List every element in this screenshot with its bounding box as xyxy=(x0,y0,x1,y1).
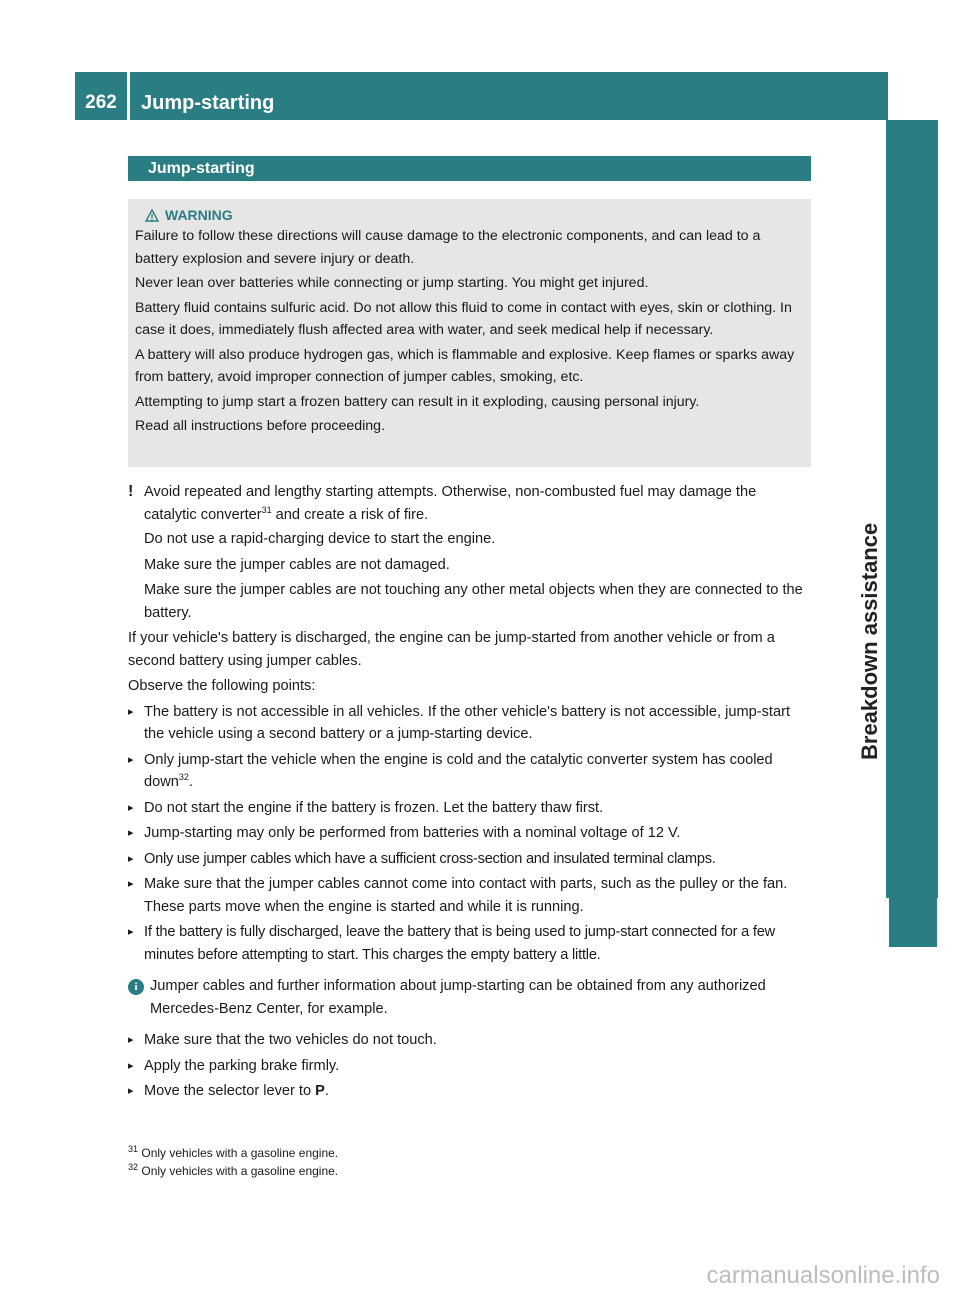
side-tab xyxy=(857,120,938,898)
arrow-right-icon: ▸ xyxy=(128,705,134,718)
arrow-right-icon: ▸ xyxy=(128,1059,134,1072)
footnote: $^{31}$ Only vehicles with a gasoline engine. xyxy=(128,1144,339,1160)
list-item: ▸ Make sure that the jumper cables cannot come into contact with parts, such as the pulley or the fan. These parts move when the engine is started and while it is running. xyxy=(128,873,812,918)
list-item: ▸ If the battery is fully discharged, leave the battery that is being used to jump-start connected for a few minutes before attempting to start. This charges the empty battery a little. xyxy=(128,921,812,966)
main-content xyxy=(128,481,812,1106)
note-text: Avoid repeated and lengthy starting attempts. Otherwise, non-combusted fuel may damage the catalytic converter$^{31}$ and create a risk of fire. xyxy=(144,484,757,523)
arrow-right-icon: ▸ xyxy=(128,827,134,839)
list-item: ▸ Do not start the engine if the battery is frozen. Let the battery thaw first. xyxy=(128,797,812,820)
observe-paragraph: Observe the following points: xyxy=(128,678,316,694)
info-icon: i xyxy=(128,979,144,995)
side-tab-marker xyxy=(889,893,937,947)
warning-paragraph: Read all instructions before proceeding. xyxy=(135,418,386,434)
list-item: ▸ Move the selector lever to P. xyxy=(128,1080,812,1103)
warning-triangle-icon xyxy=(145,209,159,222)
arrow-right-icon: ▸ xyxy=(128,801,134,814)
arrow-right-icon: ▸ xyxy=(128,753,134,766)
side-tab-label: Breakdown assistance xyxy=(857,522,882,760)
header-divider xyxy=(127,72,130,120)
warning-heading xyxy=(135,205,805,225)
warning-label: WARNING xyxy=(165,206,233,223)
footnotes xyxy=(128,1144,528,1180)
warning-paragraph: Failure to follow these directions will cause damage to the electronic components, and can lead to a battery explosion and severe injury or death. xyxy=(135,228,761,267)
info-text: Jumper cables and further information about jump-starting can be obtained from any authorized Mercedes-Benz Center, for example. xyxy=(150,978,766,1017)
warning-paragraph: A battery will also produce hydrogen gas, which is flammable and explosive. Keep flames or sparks away from battery, avoid improper connection of jumper cables, smoking, etc. xyxy=(135,346,795,385)
intro-paragraph: If your vehicle's battery is discharged, the engine can be jump-started from another vehicle or from a second battery using jumper cables. xyxy=(128,630,775,669)
section-title: Jump-starting xyxy=(128,156,811,181)
info-block xyxy=(128,975,812,1020)
list-item: ▸ Jump-starting may only be performed from batteries with a nominal voltage of 12 V. xyxy=(128,822,812,845)
arrow-right-icon: ▸ xyxy=(128,1034,134,1046)
exclamation-icon: ! xyxy=(128,483,134,500)
page-header xyxy=(75,72,888,120)
footnote: $^{32}$ Only vehicles with a gasoline engine. xyxy=(128,1162,339,1178)
warning-paragraph: Battery fluid contains sulfuric acid. Do not allow this fluid to come in contact with eyes, skin or clothing. In case it does, immediately flush affected area with water, and seek medical help if necessary. xyxy=(135,299,792,338)
list-item: ▸ Only jump-start the vehicle when the engine is cold and the catalytic converter system has cooled down$^{32}$. xyxy=(128,749,812,794)
note-paragraph: Do not use a rapid-charging device to start the engine. xyxy=(144,531,496,547)
list-item: ▸ Only use jumper cables which have a sufficient cross-section and insulated terminal clamps. xyxy=(128,848,812,871)
note-block xyxy=(128,481,812,526)
warning-paragraph: Attempting to jump start a frozen battery can result in it exploding, causing personal injury. xyxy=(135,393,700,410)
list-item: ▸ Apply the parking brake firmly. xyxy=(128,1055,812,1078)
warning-box xyxy=(128,199,811,467)
arrow-right-icon: ▸ xyxy=(128,852,134,865)
header-title: Jump-starting xyxy=(141,92,275,114)
page-number: 262 xyxy=(85,92,117,113)
arrow-right-icon: ▸ xyxy=(128,1085,134,1097)
arrow-right-icon: ▸ xyxy=(128,926,134,938)
arrow-right-icon: ▸ xyxy=(128,878,134,890)
note-paragraph: Make sure the jumper cables are not damaged. xyxy=(144,556,450,573)
watermark: carmanualsonline.info xyxy=(706,1262,940,1289)
list-item: ▸ The battery is not accessible in all vehicles. If the other vehicle's battery is not accessible, jump-start the vehicle using a second battery or a jump-starting device. xyxy=(128,701,812,746)
warning-paragraph: Never lean over batteries while connecting or jump starting. You might get injured. xyxy=(135,275,649,291)
note-paragraph: Make sure the jumper cables are not touching any other metal objects when they are connected to the battery. xyxy=(144,582,803,621)
list-item: ▸ Make sure that the two vehicles do not touch. xyxy=(128,1029,812,1052)
